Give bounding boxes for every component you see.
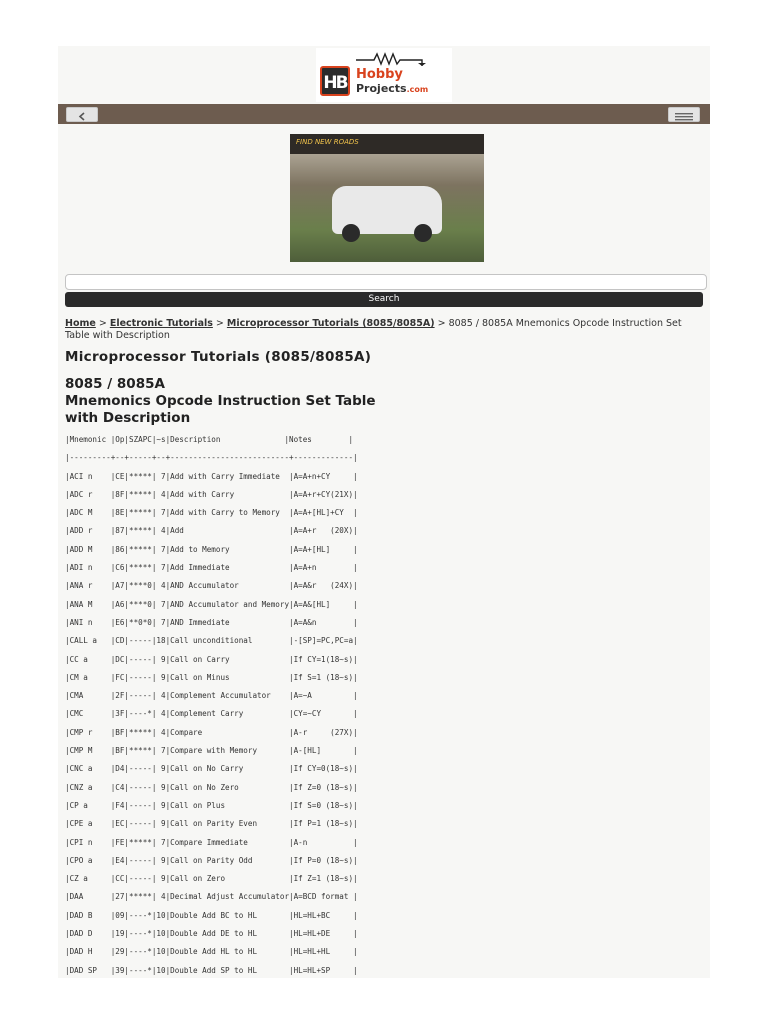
table-row: |CPE a |EC|-----| 9|Call on Parity Even |If P=1 (18~s)| xyxy=(65,819,358,829)
table-row: |ADC M |8E|*****| 7|Add with Carry to Memory |A=A+[HL]+CY | xyxy=(65,508,358,518)
table-row: |CPO a |E4|-----| 9|Call on Parity Odd |If P=0 (18~s)| xyxy=(65,855,358,865)
table-row: |ANA M |A6|****0| 7|AND Accumulator and Memory|A=A&[HL] | xyxy=(65,599,358,609)
table-row: |CP a |F4|-----| 9|Call on Plus |If S=0 (18~s)| xyxy=(65,800,358,810)
table-row: |ADC r |8F|*****| 4|Add with Carry |A=A+r+CY(21X)| xyxy=(65,489,358,499)
page-title-line1: 8085 / 8085A xyxy=(65,376,165,392)
table-row: |CM a |FC|-----| 9|Call on Minus |If S=1 (18~s)| xyxy=(65,672,358,682)
hamburger-icon xyxy=(669,110,699,123)
table-row: |CNZ a |C4|-----| 9|Call on No Zero |If Z=0 (18~s)| xyxy=(65,782,358,792)
breadcrumb-microprocessor-tutorials[interactable]: Microprocessor Tutorials (8085/8085A) xyxy=(226,318,435,329)
table-row: |DAA |27|*****| 4|Decimal Adjust Accumulator|A=BCD format | xyxy=(65,892,358,902)
ad-wheel-rear xyxy=(414,224,432,242)
nav-bar xyxy=(58,104,710,124)
search-button[interactable]: Search xyxy=(65,292,703,307)
table-row: |ADD r |87|*****| 4|Add |A=A+r (20X)| xyxy=(65,526,358,536)
table-row: |CPI n |FE|*****| 7|Compare Immediate |A-n | xyxy=(65,837,358,847)
table-row: |DAD B |09|----*|10|Double Add BC to HL |HL=HL+BC | xyxy=(65,910,358,920)
back-button[interactable] xyxy=(66,107,98,122)
table-row: |DAD SP |39|----*|10|Double Add SP to HL |HL=HL+SP | xyxy=(65,965,358,975)
breadcrumb-home[interactable]: Home xyxy=(65,318,96,329)
ad-wheel-front xyxy=(342,224,360,242)
page-title-lines xyxy=(65,393,376,427)
table-row: |ANI n |E6|**0*0| 7|AND Immediate |A=A&n | xyxy=(65,617,358,627)
table-row: |CNC a |D4|-----| 9|Call on No Carry |If CY=0(18~s)| xyxy=(65,764,358,774)
section-title: Microprocessor Tutorials (8085/8085A) xyxy=(65,349,372,365)
logo-dotcom: .com xyxy=(406,85,429,94)
breadcrumb-sep: > xyxy=(434,318,449,329)
table-row: |Mnemonic |Op|SZAPC|~s|Description |Notes | xyxy=(65,435,354,444)
table-row: |DAD H |29|----*|10|Double Add HL to HL |HL=HL+HL | xyxy=(65,947,358,957)
table-row: |CZ a |CC|-----| 9|Call on Zero |If Z=1 (18~s)| xyxy=(65,874,358,884)
arrow-left-icon xyxy=(67,110,97,123)
menu-button[interactable] xyxy=(668,107,700,122)
logo-projects-text xyxy=(356,82,428,95)
table-row: |ACI n |CE|*****| 7|Add with Carry Immediate |A=A+n+CY | xyxy=(65,471,358,481)
logo-hobby-text: Hobby xyxy=(356,67,403,82)
instruction-table xyxy=(65,434,705,978)
page-container xyxy=(58,46,710,978)
table-row: |CMP r |BF|*****| 4|Compare |A-r (27X)| xyxy=(65,727,358,737)
search-input[interactable] xyxy=(65,274,707,290)
breadcrumb-electronic-tutorials[interactable]: Electronic Tutorials xyxy=(109,318,213,329)
table-row: |CMC |3F|----*| 4|Complement Carry |CY=~CY | xyxy=(65,709,358,719)
table-row: |ANA r |A7|****0| 4|AND Accumulator |A=A&r (24X)| xyxy=(65,581,358,591)
ad-banner[interactable] xyxy=(290,134,484,262)
table-row: |DAD D |19|----*|10|Double Add DE to HL |HL=HL+DE | xyxy=(65,929,358,939)
table-row: |CMA |2F|-----| 4|Complement Accumulator |A=~A | xyxy=(65,691,358,701)
table-row: |CALL a |CD|-----|18|Call unconditional |-[SP]=PC,PC=a| xyxy=(65,636,358,646)
logo-projects-word: Projects xyxy=(356,82,407,95)
breadcrumb-sep: > xyxy=(95,318,110,329)
resistor-icon xyxy=(356,50,436,66)
breadcrumb xyxy=(65,318,695,342)
logo-bar xyxy=(58,46,710,104)
table-row: |ADD M |86|*****| 7|Add to Memory |A=A+[HL] | xyxy=(65,544,358,554)
ad-tagline: FIND NEW ROADS xyxy=(296,138,359,146)
breadcrumb-current: 8085 / 8085A Mnemonics Opcode Instruction Set Table with Description xyxy=(65,318,682,341)
table-row: |CMP M |BF|*****| 7|Compare with Memory |A-[HL] | xyxy=(65,746,358,756)
logo-mark: HB xyxy=(320,66,350,96)
page-title-line3: with Description xyxy=(65,410,191,426)
table-row: |ADI n |C6|*****| 7|Add Immediate |A=A+n | xyxy=(65,563,358,573)
table-row: |CC a |DC|-----| 9|Call on Carry |If CY=1(18~s)| xyxy=(65,654,358,664)
site-logo[interactable] xyxy=(316,48,452,102)
page-title-line2: Mnemonics Opcode Instruction Set Table xyxy=(65,393,376,409)
breadcrumb-sep: > xyxy=(212,318,227,329)
table-row: |---------+--+-----+--+--------------------------+-------------| xyxy=(65,453,358,463)
